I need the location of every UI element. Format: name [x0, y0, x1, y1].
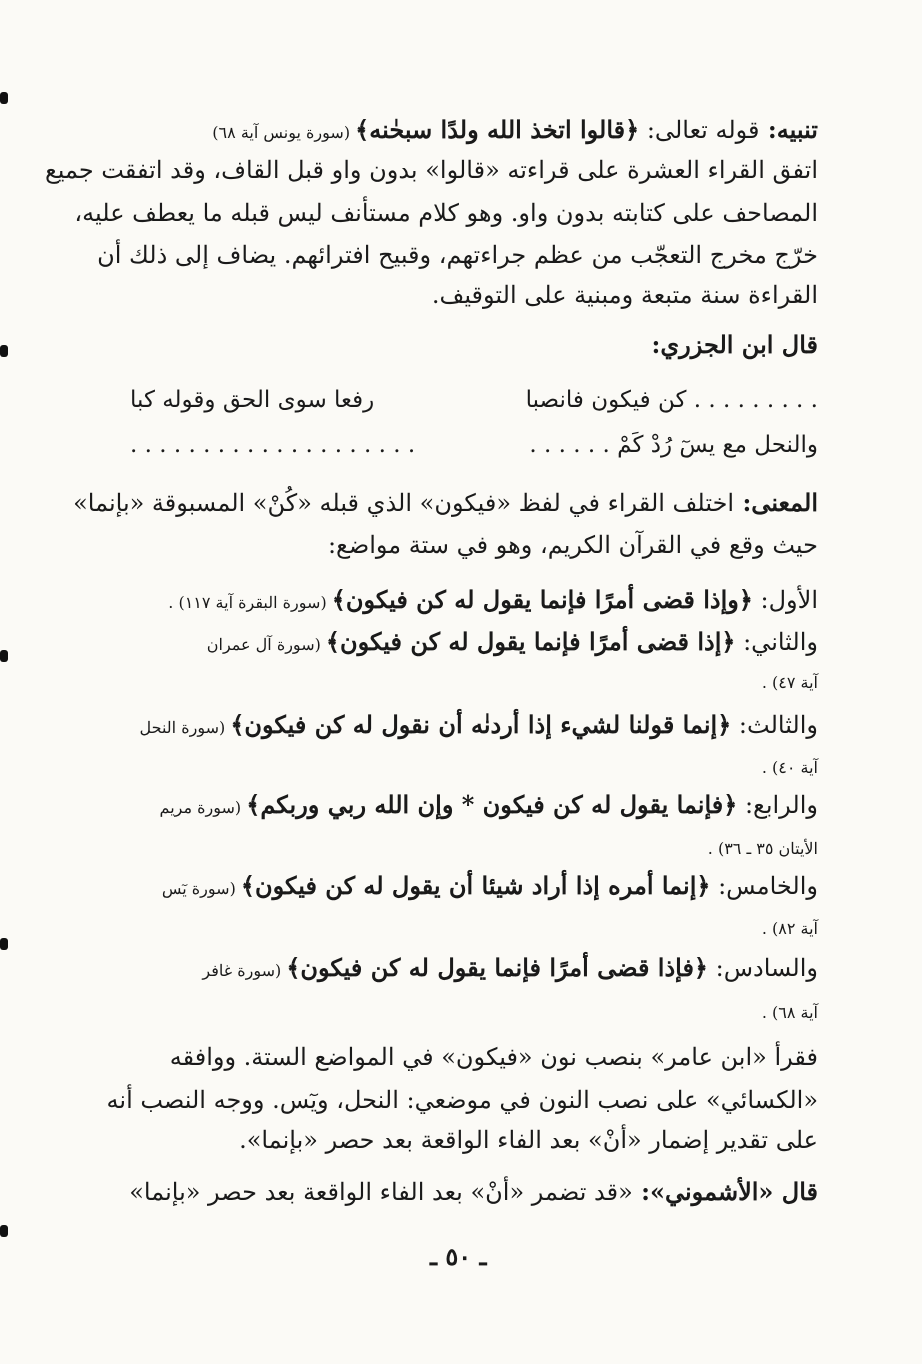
poem-hemistich-left: رفعا سوى الحق وقوله كبا — [130, 387, 375, 413]
quran-verse: ﴿قالوا اتخذ الله ولدًا سبحٰنه﴾ — [355, 115, 640, 144]
bold-term: المعنى: — [734, 488, 818, 517]
verse-reference: (سورة يٓس — [161, 879, 241, 898]
line-text: والرابع: — [737, 791, 818, 819]
binding-mark — [0, 345, 8, 357]
line-text: اختلف القراء في لفظ «فيكون» الذي قبله «كُنْ» المسبوقة «بإنما» — [73, 489, 735, 517]
binding-mark — [0, 650, 8, 662]
quran-verse: ﴿وإذا قضى أمرًا فإنما يقول له كن فيكون﴾ — [331, 585, 753, 614]
text-line — [97, 235, 818, 275]
text-line — [44, 150, 818, 190]
line-text: قوله تعالى: — [639, 116, 760, 144]
text-line — [118, 866, 818, 909]
verse-reference: آية ٤٧) . — [761, 673, 818, 692]
line-text: المصاحف على كتابته بدون واو. وهو كلام مستأنف ليس قبله ما يعطف عليه، — [74, 199, 818, 227]
quran-verse: ﴿إنما قولنا لشيء إذا أردنٰه أن نقول له كن فيكون﴾ — [230, 710, 732, 739]
text-line — [118, 826, 818, 869]
heading-line — [118, 325, 818, 365]
text-line — [118, 1172, 818, 1212]
text-line — [73, 483, 818, 523]
line-text: «الكسائي» على نصب النون في موضعي: النحل، ويٓس. ووجه النصب أنه — [106, 1086, 818, 1114]
binding-mark — [0, 1225, 8, 1237]
quran-verse: ﴿فإنما يقول له كن فيكون * وإن الله ربي وربكم﴾ — [246, 790, 738, 819]
text-line — [118, 1120, 818, 1160]
text-line — [118, 660, 818, 703]
text-line — [118, 990, 818, 1033]
binding-mark — [0, 92, 8, 104]
poem-hemistich-left: . . . . . . . . . . . . . . . . . . . . — [130, 432, 416, 458]
verse-reference: (سورة يونس آية ٦٨) — [212, 123, 356, 142]
verse-reference: آية ٦٨) . — [761, 1003, 818, 1022]
text-line — [118, 275, 818, 315]
quran-verse: ﴿إنما أمره إذا أراد شيئا أن يقول له كن فيكون﴾ — [240, 871, 711, 900]
line-text: والثالث: — [731, 711, 818, 739]
quran-verse: ﴿فإذا قضى أمرًا فإنما يقول له كن فيكون﴾ — [286, 953, 708, 982]
line-text: والسادس: — [708, 954, 818, 982]
line-text: فقرأ «ابن عامر» بنصب نون «فيكون» في المواضع الستة. ووافقه — [169, 1043, 818, 1071]
verse-reference: (سورة غافر — [202, 961, 287, 980]
text-line — [118, 745, 818, 788]
bold-term: قال ابن الجزري: — [651, 330, 818, 359]
line-text: الأول: — [752, 586, 818, 614]
text-line — [118, 705, 818, 748]
verse-reference: (سورة النحل — [139, 718, 231, 737]
line-text: «قد تضمر «أنْ» بعد الفاء الواقعة بعد حصر «بإنما» — [129, 1178, 633, 1206]
text-line — [106, 1080, 818, 1120]
verse-reference: الأيتان ٣٥ ـ ٣٦) . — [707, 839, 818, 858]
quran-verse: ﴿إذا قضى أمرًا فإنما يقول له كن فيكون﴾ — [325, 627, 736, 656]
line-text: القراءة سنة متبعة ومبنية على التوقيف. — [431, 281, 818, 309]
line-text: حيث وقع في القرآن الكريم، وهو في ستة مواضع: — [327, 531, 818, 559]
binding-mark — [0, 938, 8, 950]
text-line — [74, 193, 818, 233]
bold-term: تنبيه: — [759, 115, 818, 144]
line-text: والثاني: — [735, 628, 818, 656]
text-line — [118, 622, 818, 665]
text-line — [118, 948, 818, 991]
line-text: اتفق القراء العشرة على قراءته «قالوا» بدون واو قبل القاف، وقد اتفقت جميع — [44, 156, 818, 184]
verse-reference: (سورة مريم — [159, 798, 247, 817]
text-line — [118, 525, 818, 565]
verse-reference: (سورة آل عمران — [206, 635, 326, 654]
text-line — [118, 580, 818, 623]
verse-reference: آية ٨٢) . — [761, 919, 818, 938]
page-number: ـ ٥٠ ـ — [430, 1242, 487, 1271]
text-line — [118, 1037, 818, 1077]
line-text: على تقدير إضمار «أنْ» بعد الفاء الواقعة بعد حصر «بإنما». — [239, 1126, 818, 1154]
text-line — [118, 785, 818, 828]
bold-term: قال «الأشموني»: — [632, 1177, 818, 1206]
poem-hemistich-right: . . . . . . . . . كن فيكون فانصبا — [525, 387, 818, 413]
line-text: خرّج مخرج التعجّب من عظم جراءتهم، وقبيح افترائهم. يضاف إلى ذلك أن — [97, 241, 818, 269]
line-text: والخامس: — [710, 872, 818, 900]
verse-reference: (سورة البقرة آية ١١٧) . — [168, 593, 332, 612]
text-line — [118, 110, 818, 153]
verse-reference: آية ٤٠) . — [761, 758, 818, 777]
poem-hemistich-right: والنحل مع يسٓ رُدْ كَمْ . . . . . . — [529, 432, 818, 458]
text-line — [118, 906, 818, 949]
